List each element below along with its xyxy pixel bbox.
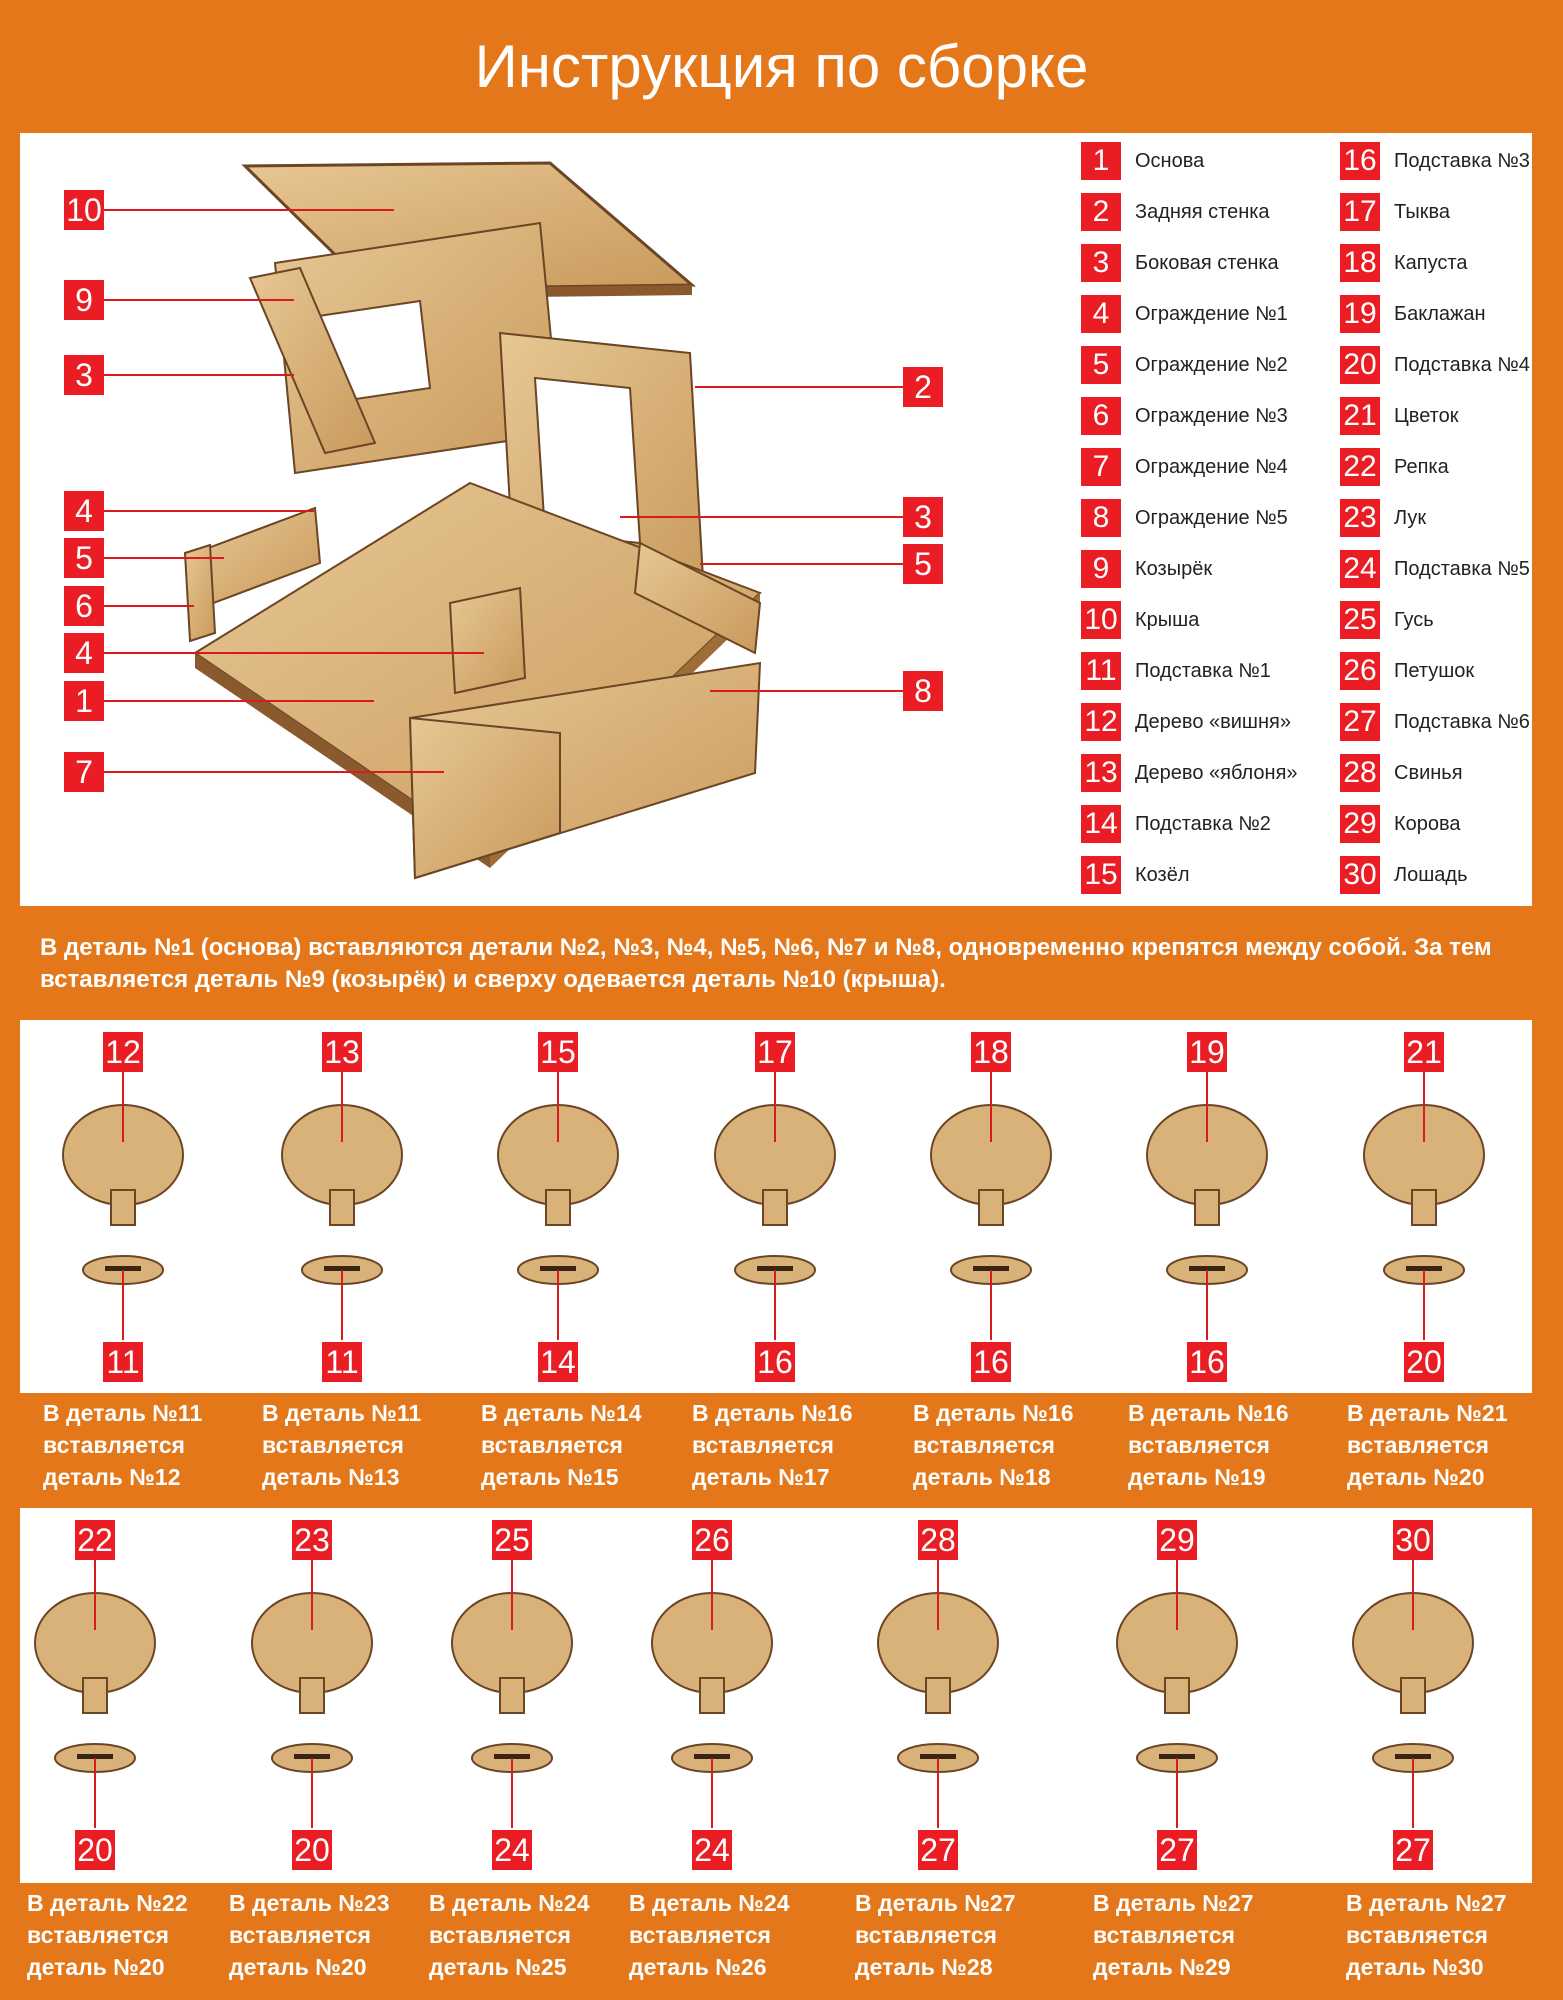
leader-line bbox=[1176, 1560, 1178, 1630]
callout-right-4: 8 bbox=[903, 671, 943, 711]
legend-item bbox=[1340, 804, 1461, 844]
legend-item bbox=[1081, 396, 1288, 436]
legend-number: 25 bbox=[1340, 601, 1380, 639]
caption-line: В деталь №27 bbox=[1346, 1890, 1507, 1916]
legend-label: Гусь bbox=[1394, 608, 1434, 631]
callout-left-1: 10 bbox=[64, 190, 104, 230]
legend-item bbox=[1340, 396, 1458, 436]
legend-label: Баклажан bbox=[1394, 302, 1486, 325]
caption-line: вставляется bbox=[855, 1922, 997, 1948]
figure-top-number: 13 bbox=[322, 1032, 362, 1072]
figure-stand-number: 24 bbox=[692, 1830, 732, 1870]
house-exploded-illustration bbox=[20, 133, 1020, 906]
leader-line bbox=[104, 299, 294, 301]
leader-line bbox=[557, 1270, 559, 1340]
leader-line bbox=[990, 1072, 992, 1142]
leader-line bbox=[104, 700, 374, 702]
figure-stand-number: 27 bbox=[1157, 1830, 1197, 1870]
figure-caption bbox=[629, 1887, 790, 1983]
figure-top-number: 26 bbox=[692, 1520, 732, 1560]
legend-number: 26 bbox=[1340, 652, 1380, 690]
legend-item bbox=[1081, 702, 1291, 742]
caption-line: вставляется bbox=[481, 1432, 623, 1458]
caption-line: вставляется bbox=[1093, 1922, 1235, 1948]
figure-stand-number: 27 bbox=[918, 1830, 958, 1870]
legend-item bbox=[1340, 753, 1463, 793]
legend-label: Подставка №4 bbox=[1394, 353, 1530, 376]
caption-line: В деталь №27 bbox=[1093, 1890, 1254, 1916]
leader-line bbox=[311, 1560, 313, 1630]
leader-line bbox=[937, 1758, 939, 1828]
legend-number: 8 bbox=[1081, 499, 1121, 537]
callout-left-7: 4 bbox=[64, 633, 104, 673]
leader-line bbox=[511, 1560, 513, 1630]
legend-item bbox=[1081, 600, 1199, 640]
leader-line bbox=[1176, 1758, 1178, 1828]
legend-label: Ограждение №4 bbox=[1135, 455, 1288, 478]
legend-item bbox=[1340, 651, 1474, 691]
figure-caption bbox=[855, 1887, 1016, 1983]
leader-line bbox=[94, 1560, 96, 1630]
legend-item bbox=[1340, 192, 1450, 232]
legend-label: Ограждение №1 bbox=[1135, 302, 1288, 325]
leader-line bbox=[341, 1072, 343, 1142]
caption-line: деталь №12 bbox=[43, 1464, 181, 1490]
callout-left-9: 7 bbox=[64, 752, 104, 792]
leader-line bbox=[700, 563, 903, 565]
leader-line bbox=[104, 652, 484, 654]
figure-top-number: 18 bbox=[971, 1032, 1011, 1072]
leader-line bbox=[695, 386, 903, 388]
legend-number: 15 bbox=[1081, 856, 1121, 894]
figure-stand-number: 20 bbox=[1404, 1342, 1444, 1382]
leader-line bbox=[1206, 1072, 1208, 1142]
leader-line bbox=[711, 1758, 713, 1828]
caption-line: В деталь №16 bbox=[913, 1400, 1074, 1426]
leader-line bbox=[1423, 1072, 1425, 1142]
legend-number: 29 bbox=[1340, 805, 1380, 843]
caption-line: вставляется bbox=[429, 1922, 571, 1948]
legend-item bbox=[1081, 498, 1288, 538]
caption-line: В деталь №16 bbox=[1128, 1400, 1289, 1426]
legend-label: Подставка №2 bbox=[1135, 812, 1271, 835]
figure-caption bbox=[262, 1397, 421, 1493]
figure-top-number: 23 bbox=[292, 1520, 332, 1560]
legend-label: Свинья bbox=[1394, 761, 1463, 784]
figure-caption bbox=[229, 1887, 390, 1983]
leader-line bbox=[774, 1072, 776, 1142]
legend-label: Крыша bbox=[1135, 608, 1200, 631]
caption-line: В деталь №11 bbox=[262, 1400, 422, 1426]
figure-caption bbox=[1347, 1397, 1508, 1493]
legend-number: 22 bbox=[1340, 448, 1380, 486]
figure-top-number: 21 bbox=[1404, 1032, 1444, 1072]
legend-number: 4 bbox=[1081, 295, 1121, 333]
legend-number: 11 bbox=[1081, 652, 1121, 690]
legend-label: Тыква bbox=[1394, 200, 1450, 223]
legend-item bbox=[1081, 192, 1270, 232]
legend-item bbox=[1081, 447, 1288, 487]
caption-line: В деталь №14 bbox=[481, 1400, 642, 1426]
caption-line: деталь №30 bbox=[1346, 1954, 1484, 1980]
leader-line bbox=[1412, 1560, 1414, 1630]
legend-item bbox=[1340, 498, 1426, 538]
callout-right-1: 2 bbox=[903, 367, 943, 407]
legend-number: 28 bbox=[1340, 754, 1380, 792]
caption-line: В деталь №11 bbox=[43, 1400, 203, 1426]
legend-number: 1 bbox=[1081, 142, 1121, 180]
leader-line bbox=[1423, 1270, 1425, 1340]
legend-item bbox=[1081, 549, 1212, 589]
legend-item bbox=[1340, 243, 1467, 283]
legend-label: Ограждение №5 bbox=[1135, 506, 1288, 529]
caption-line: деталь №20 bbox=[229, 1954, 367, 1980]
leader-line bbox=[104, 771, 444, 773]
legend-label: Подставка №1 bbox=[1135, 659, 1271, 682]
legend-label: Подставка №6 bbox=[1394, 710, 1530, 733]
figure-stand-number: 16 bbox=[971, 1342, 1011, 1382]
legend-label: Ограждение №2 bbox=[1135, 353, 1288, 376]
figure-stand-number: 27 bbox=[1393, 1830, 1433, 1870]
leader-line bbox=[774, 1270, 776, 1340]
legend-label: Боковая стенка bbox=[1135, 251, 1279, 274]
figure-top-number: 19 bbox=[1187, 1032, 1227, 1072]
legend-item bbox=[1081, 651, 1271, 691]
legend-label: Подставка №5 bbox=[1394, 557, 1530, 580]
legend-label: Петушок bbox=[1394, 659, 1475, 682]
figure-stand-number: 24 bbox=[492, 1830, 532, 1870]
legend-label: Лошадь bbox=[1394, 863, 1468, 886]
caption-line: деталь №20 bbox=[1347, 1464, 1485, 1490]
figure-caption bbox=[429, 1887, 590, 1983]
legend-item bbox=[1340, 294, 1486, 334]
leader-line bbox=[620, 516, 903, 518]
legend-item bbox=[1081, 753, 1298, 793]
legend-item bbox=[1081, 243, 1279, 283]
caption-line: деталь №15 bbox=[481, 1464, 619, 1490]
caption-line: вставляется bbox=[629, 1922, 771, 1948]
caption-line: вставляется bbox=[229, 1922, 371, 1948]
leader-line bbox=[1206, 1270, 1208, 1340]
caption-line: деталь №25 bbox=[429, 1954, 567, 1980]
legend-item bbox=[1340, 345, 1530, 385]
leader-line bbox=[557, 1072, 559, 1142]
legend-label: Дерево «вишня» bbox=[1135, 710, 1291, 733]
caption-line: В деталь №22 bbox=[27, 1890, 188, 1916]
legend-item bbox=[1081, 804, 1271, 844]
caption-line: деталь №20 bbox=[27, 1954, 165, 1980]
legend-item bbox=[1340, 600, 1434, 640]
legend-label: Дерево «яблоня» bbox=[1135, 761, 1298, 784]
callout-right-2: 3 bbox=[903, 497, 943, 537]
leader-line bbox=[104, 557, 224, 559]
caption-line: деталь №17 bbox=[692, 1464, 830, 1490]
legend-label: Репка bbox=[1394, 455, 1449, 478]
legend-item bbox=[1340, 702, 1530, 742]
leader-line bbox=[1412, 1758, 1414, 1828]
leader-line bbox=[104, 374, 294, 376]
assembly-diagram-panel bbox=[20, 133, 1532, 906]
figure-caption bbox=[1128, 1397, 1289, 1493]
legend-number: 23 bbox=[1340, 499, 1380, 537]
figure-top-number: 30 bbox=[1393, 1520, 1433, 1560]
legend-label: Подставка №3 bbox=[1394, 149, 1530, 172]
figure-top-number: 29 bbox=[1157, 1520, 1197, 1560]
legend-item bbox=[1081, 855, 1190, 895]
legend-label: Козёл bbox=[1135, 863, 1190, 886]
caption-line: В деталь №24 bbox=[629, 1890, 790, 1916]
caption-line: В деталь №27 bbox=[855, 1890, 1016, 1916]
legend-label: Задняя стенка bbox=[1135, 200, 1270, 223]
legend-number: 5 bbox=[1081, 346, 1121, 384]
caption-line: вставляется bbox=[1346, 1922, 1488, 1948]
figure-stand-number: 20 bbox=[75, 1830, 115, 1870]
callout-left-4: 4 bbox=[64, 491, 104, 531]
legend-number: 19 bbox=[1340, 295, 1380, 333]
legend-number: 20 bbox=[1340, 346, 1380, 384]
legend-label: Основа bbox=[1135, 149, 1205, 172]
legend-label: Козырёк bbox=[1135, 557, 1213, 580]
legend-item bbox=[1081, 141, 1204, 181]
leader-line bbox=[94, 1758, 96, 1828]
caption-line: вставляется bbox=[913, 1432, 1055, 1458]
legend-number: 13 bbox=[1081, 754, 1121, 792]
legend-number: 17 bbox=[1340, 193, 1380, 231]
caption-line: вставляется bbox=[27, 1922, 169, 1948]
caption-line: вставляется bbox=[43, 1432, 185, 1458]
legend-number: 27 bbox=[1340, 703, 1380, 741]
figure-caption bbox=[1093, 1887, 1254, 1983]
legend-number: 18 bbox=[1340, 244, 1380, 282]
figure-stand-number: 11 bbox=[322, 1342, 362, 1382]
figure-stand-number: 11 bbox=[103, 1342, 143, 1382]
leader-line bbox=[104, 605, 194, 607]
leader-line bbox=[341, 1270, 343, 1340]
legend-number: 7 bbox=[1081, 448, 1121, 486]
caption-line: деталь №19 bbox=[1128, 1464, 1266, 1490]
leader-line bbox=[122, 1270, 124, 1340]
leader-line bbox=[511, 1758, 513, 1828]
callout-right-3: 5 bbox=[903, 544, 943, 584]
legend-number: 6 bbox=[1081, 397, 1121, 435]
figure-caption bbox=[913, 1397, 1074, 1493]
legend-number: 12 bbox=[1081, 703, 1121, 741]
leader-line bbox=[122, 1072, 124, 1142]
legend-number: 30 bbox=[1340, 856, 1380, 894]
callout-left-2: 9 bbox=[64, 280, 104, 320]
caption-line: В деталь №21 bbox=[1347, 1400, 1508, 1426]
caption-line: вставляется bbox=[262, 1432, 404, 1458]
figure-top-number: 12 bbox=[103, 1032, 143, 1072]
legend-item bbox=[1081, 294, 1288, 334]
leader-line bbox=[104, 510, 314, 512]
caption-line: деталь №29 bbox=[1093, 1954, 1231, 1980]
callout-left-8: 1 bbox=[64, 681, 104, 721]
legend-label: Цветок bbox=[1394, 404, 1459, 427]
caption-line: вставляется bbox=[692, 1432, 834, 1458]
page-title: Инструкция по сборке bbox=[474, 33, 1089, 100]
legend-item bbox=[1340, 141, 1530, 181]
caption-line: вставляется bbox=[1128, 1432, 1270, 1458]
leader-line bbox=[937, 1560, 939, 1630]
figure-stand-number: 20 bbox=[292, 1830, 332, 1870]
figure-top-number: 22 bbox=[75, 1520, 115, 1560]
caption-line: вставляется bbox=[1347, 1432, 1489, 1458]
legend-number: 10 bbox=[1081, 601, 1121, 639]
caption-line: В деталь №24 bbox=[429, 1890, 590, 1916]
legend-item bbox=[1340, 855, 1468, 895]
figure-top-number: 17 bbox=[755, 1032, 795, 1072]
caption-line: деталь №13 bbox=[262, 1464, 400, 1490]
legend-number: 21 bbox=[1340, 397, 1380, 435]
leader-line bbox=[990, 1270, 992, 1340]
legend-number: 9 bbox=[1081, 550, 1121, 588]
figure-stand-number: 16 bbox=[1187, 1342, 1227, 1382]
caption-line: В деталь №23 bbox=[229, 1890, 390, 1916]
figure-stand-number: 16 bbox=[755, 1342, 795, 1382]
figure-stand-number: 14 bbox=[538, 1342, 578, 1382]
assembly-note: В деталь №1 (основа) вставляются детали №2, №3, №4, №5, №6, №7 и №8, одновременно крепятся между собой. За тем вставляется деталь №9 (козырёк) и сверху одевается деталь №10 (крыша). bbox=[40, 934, 1492, 993]
callout-left-3: 3 bbox=[64, 355, 104, 395]
figure-caption bbox=[481, 1397, 642, 1493]
caption-line: В деталь №16 bbox=[692, 1400, 853, 1426]
legend-number: 24 bbox=[1340, 550, 1380, 588]
figure-caption bbox=[1346, 1887, 1507, 1983]
legend-number: 16 bbox=[1340, 142, 1380, 180]
legend-number: 14 bbox=[1081, 805, 1121, 843]
legend-number: 2 bbox=[1081, 193, 1121, 231]
leader-line bbox=[710, 690, 903, 692]
figure-top-number: 25 bbox=[492, 1520, 532, 1560]
leader-line bbox=[104, 209, 394, 211]
legend-item bbox=[1340, 549, 1530, 589]
callout-left-6: 6 bbox=[64, 586, 104, 626]
caption-line: деталь №18 bbox=[913, 1464, 1051, 1490]
legend-item bbox=[1081, 345, 1288, 385]
legend-item bbox=[1340, 447, 1449, 487]
leader-line bbox=[711, 1560, 713, 1630]
caption-line: деталь №28 bbox=[855, 1954, 993, 1980]
leader-line bbox=[311, 1758, 313, 1828]
figure-caption bbox=[27, 1887, 188, 1983]
legend-label: Лук bbox=[1394, 506, 1427, 529]
figure-top-number: 15 bbox=[538, 1032, 578, 1072]
legend-number: 3 bbox=[1081, 244, 1121, 282]
figure-top-number: 28 bbox=[918, 1520, 958, 1560]
figure-caption bbox=[43, 1397, 202, 1493]
legend-label: Корова bbox=[1394, 812, 1461, 835]
callout-left-5: 5 bbox=[64, 538, 104, 578]
figure-caption bbox=[692, 1397, 853, 1493]
legend-label: Ограждение №3 bbox=[1135, 404, 1288, 427]
caption-line: деталь №26 bbox=[629, 1954, 767, 1980]
legend-label: Капуста bbox=[1394, 251, 1468, 274]
